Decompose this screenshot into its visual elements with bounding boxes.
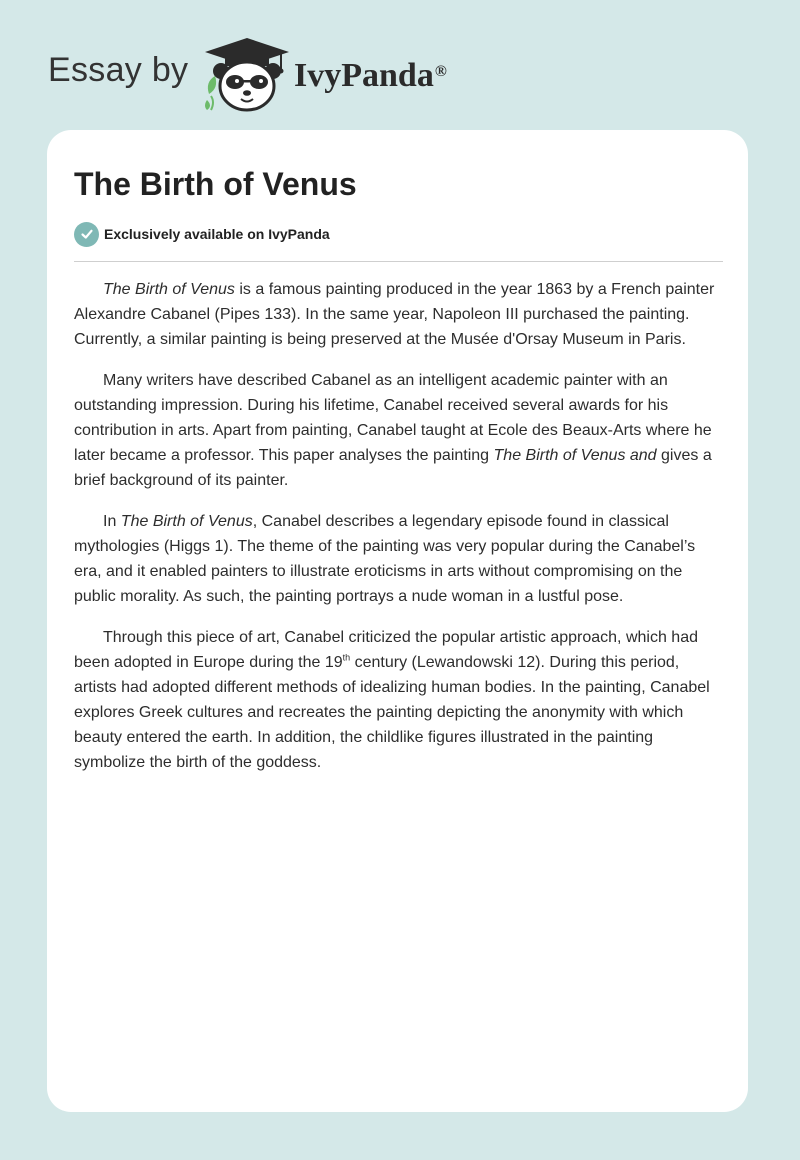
site-header (0, 0, 800, 130)
essay-body (74, 277, 724, 791)
essay-card (47, 130, 748, 1112)
brand-logo (294, 52, 447, 100)
check-circle-icon (74, 222, 99, 247)
paragraph-text: Many writers have described Cabanel as an intelligent academic painter with an outstanding impression. During his lifetime, Canabel received several awards for his contribution in arts. Apart from painting, Canabel taught at Ecole des Beaux-Arts where he later became a professor. This paper analyses the painting (74, 372, 712, 464)
italic-title: The Birth of Venus (103, 281, 235, 298)
divider (74, 261, 723, 262)
paragraph-text: , Canabel describes a legendary episode found in classical mythologies (Higgs 1). The theme of the painting was very popular during the Canabel’s era, and it enabled painters to illustrate eroticisms in arts without compromising on the public morality. As such, the painting portrays a nude woman in a lustful pose. (74, 513, 696, 605)
page-title: The Birth of Venus (74, 166, 357, 202)
paragraph-text: Through this piece of art, Canabel criticized the popular artistic approach, which had been adopted in Europe during the 19 (74, 629, 698, 671)
paragraph-text: gives a brief background of its painter. (74, 447, 712, 489)
essay-by-label: Essay by (48, 51, 189, 89)
paragraph (74, 625, 724, 775)
ordinal-suffix: th (342, 652, 351, 663)
brand-name: IvyPanda (294, 57, 434, 94)
italic-title: The Birth of Venus (120, 513, 253, 530)
paragraph-text: century (Lewandowski 12). During this period, artists had adopted different methods of idealizing human bodies. In the painting, Canabel explores Greek cultures and recreates the painting depicting the anonymity with which beauty entered the earth. In addition, the childlike figures illustrated in the painting symbolize the birth of the goddess. (74, 654, 710, 771)
panda-graduate-icon (201, 36, 293, 112)
paragraph-text: is a famous painting produced in the year 1863 by a French painter Alexandre Cabanel (Pipes 133). In the same year, Napoleon III purchased the painting. Currently, a similar painting is being preserved at the Musée d'Orsay Museum in Paris. (74, 281, 715, 348)
italic-title: The Birth of Venus and (493, 447, 657, 464)
badge-text: Exclusively available on IvyPanda (104, 226, 330, 242)
paragraph (74, 277, 724, 352)
paragraph-text: In (103, 513, 121, 530)
registered-mark: ® (434, 63, 447, 80)
paragraph (74, 509, 724, 609)
exclusive-badge (74, 221, 330, 247)
paragraph (74, 368, 724, 493)
